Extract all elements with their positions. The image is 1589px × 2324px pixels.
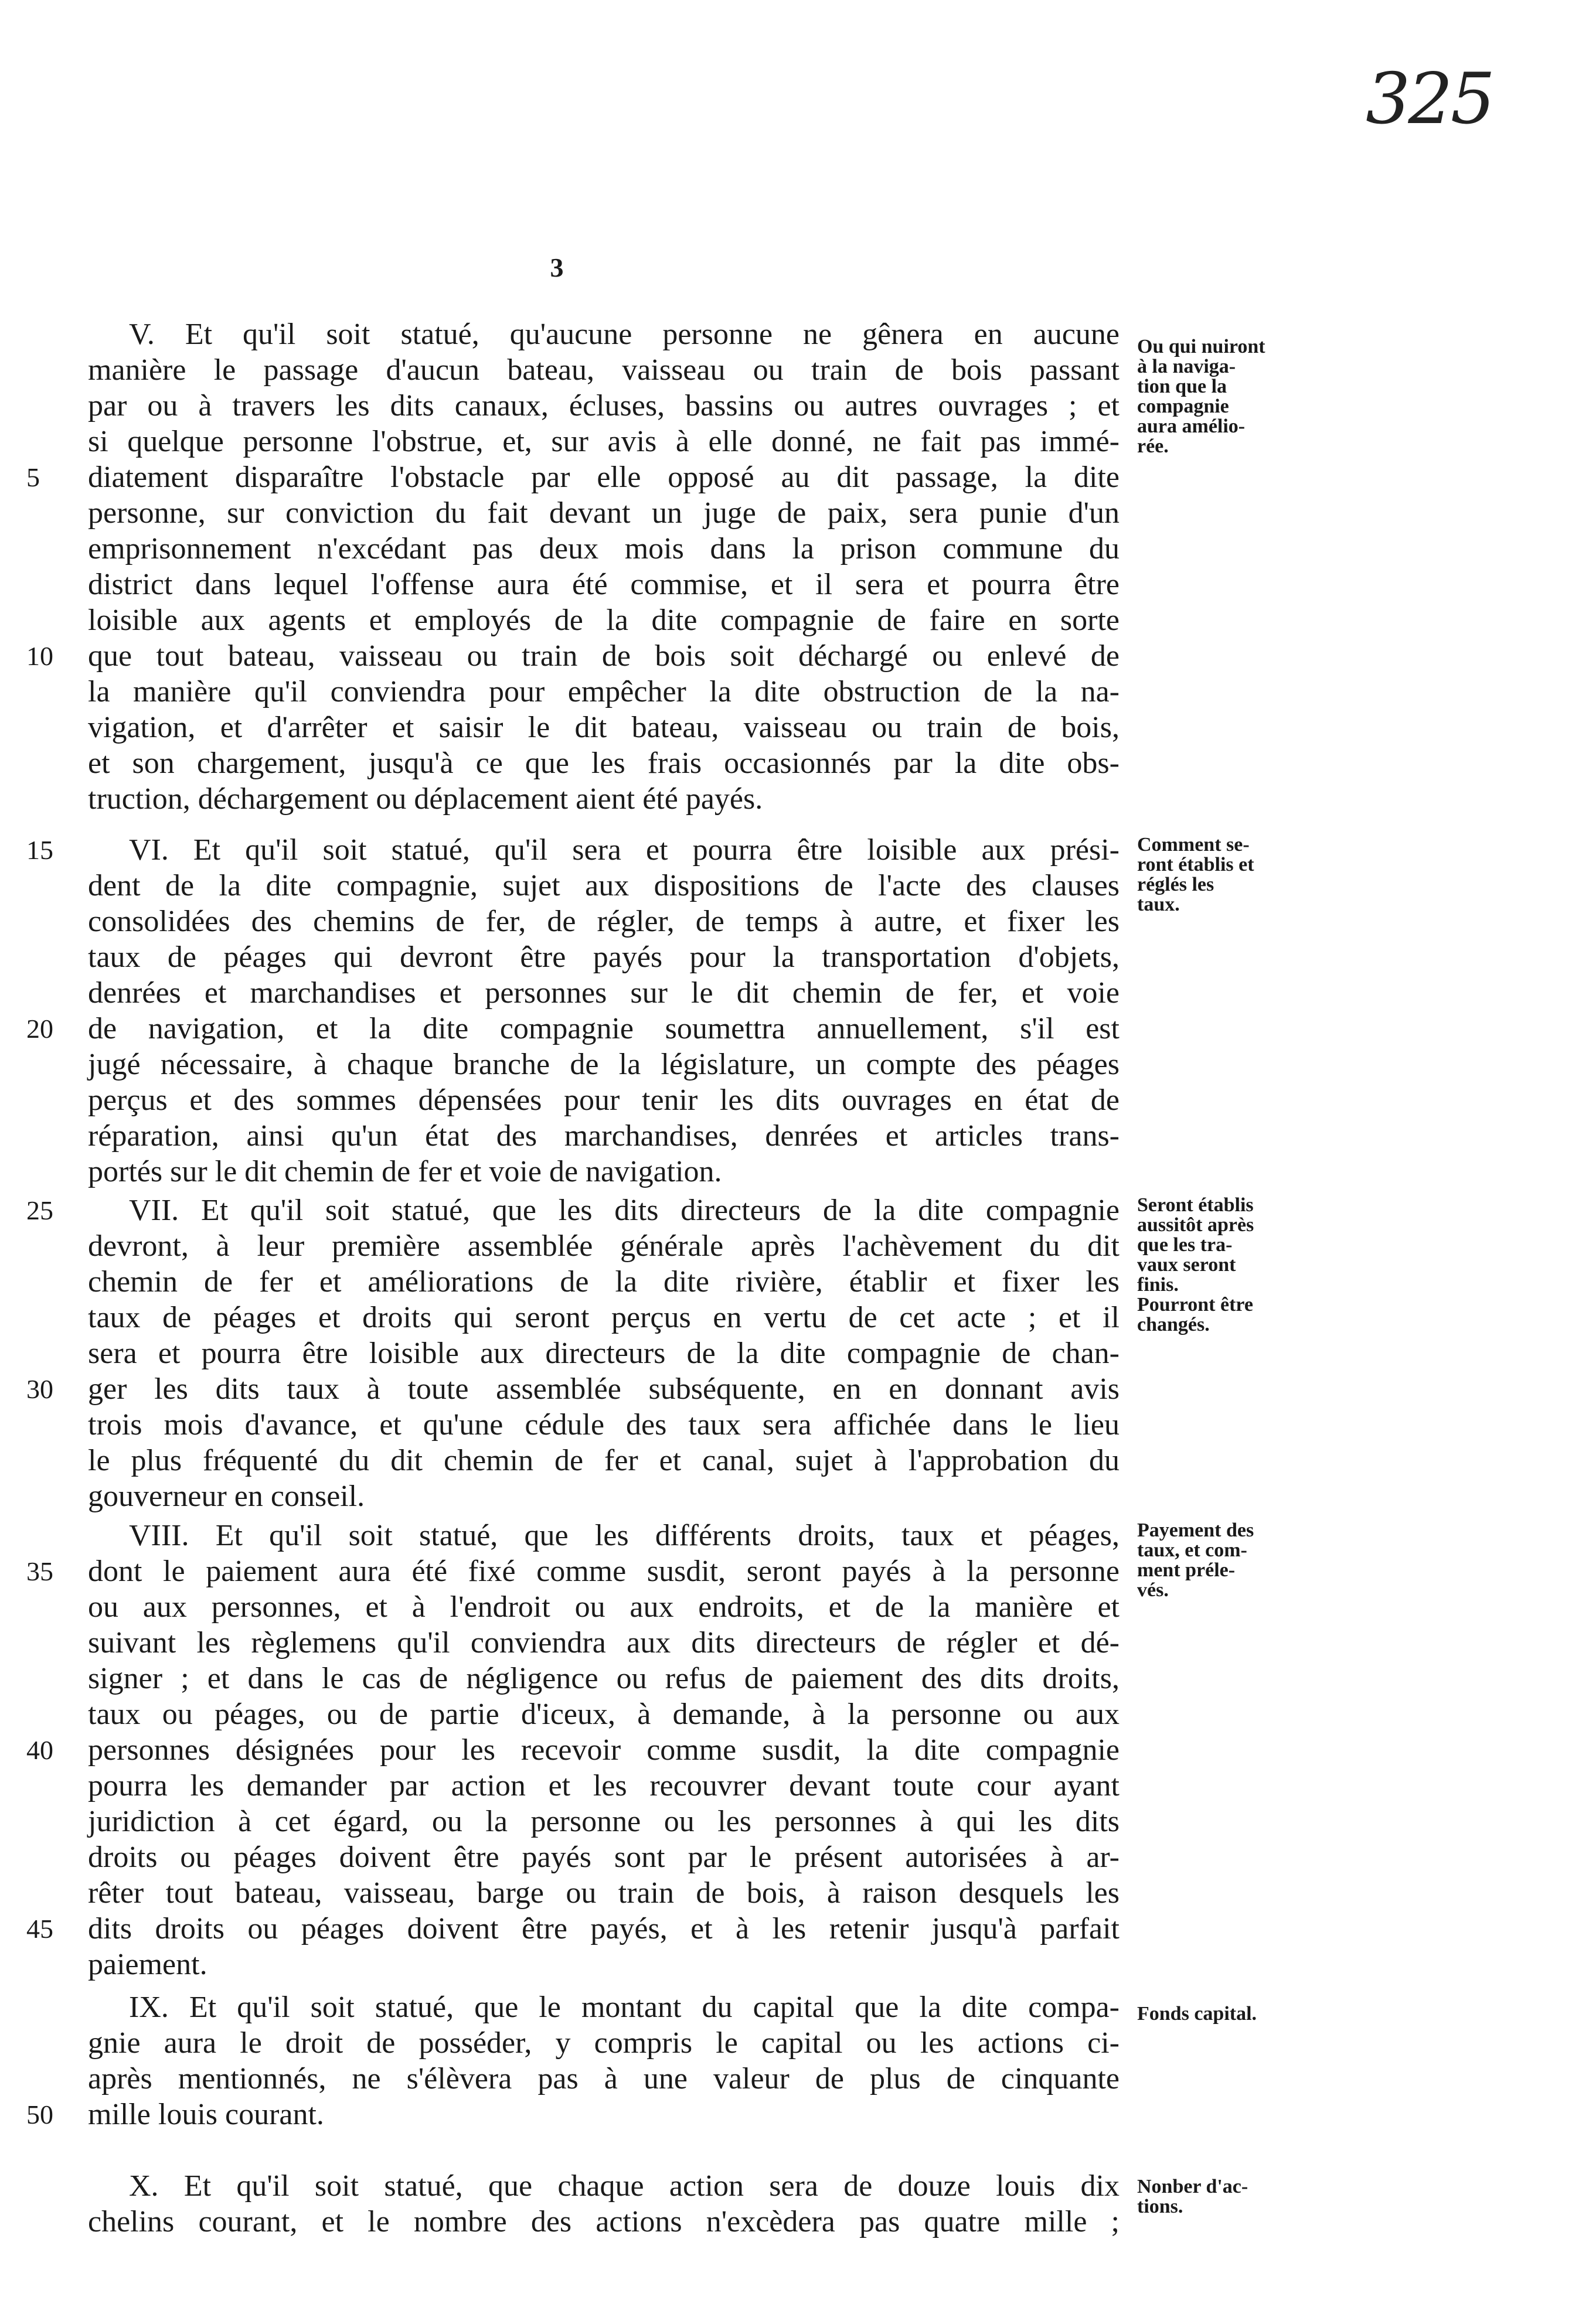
text-line: [26, 1732, 1120, 1768]
line-text: loisible aux agents et employés de la dite compagnie de faire en sorte: [88, 604, 1120, 637]
line-text: denrées et marchandises et personnes sur le dit chemin de fer, et voie: [88, 976, 1120, 1010]
line-text: perçus et des sommes dépensées pour tenir les dits ouvrages en état de: [88, 1083, 1120, 1117]
line-text: VII. Et qu'il soit statué, que les dits directeurs de la dite compagnie: [129, 1194, 1120, 1227]
line-text: personnes désignées pour les recevoir comme susdit, la dite compagnie: [88, 1733, 1120, 1767]
line-text: et son chargement, jusqu'à ce que les frais occasionnés par la dite obs-: [88, 747, 1120, 780]
line-text: rêter tout bateau, vaisseau, barge ou train de bois, à raison desquels les: [88, 1876, 1120, 1910]
article-section: [26, 832, 1120, 1190]
page-number: 3: [550, 253, 564, 282]
line-text: gnie aura le droit de posséder, y compris le capital ou les actions ci-: [88, 2026, 1120, 2060]
margin-note: [1137, 337, 1336, 456]
margin-note-line: rée.: [1137, 435, 1169, 457]
line-text: taux de péages qui devront être payés pour la transportation d'objets,: [88, 940, 1120, 974]
line-number: 5: [26, 462, 40, 492]
line-text: dits droits ou péages doivent être payés, et à les retenir jusqu'à parfait: [88, 1912, 1120, 1945]
text-line: [88, 1082, 1120, 1118]
text-line: [88, 2061, 1120, 2097]
text-line: [88, 567, 1120, 602]
text-line: [88, 316, 1120, 352]
text-line: [88, 1228, 1120, 1264]
line-number: 35: [26, 1556, 53, 1586]
margin-note: [1137, 2177, 1336, 2217]
line-text: sera et pourra être loisible aux directeurs de la dite compagnie de chan-: [88, 1337, 1120, 1370]
text-line: [88, 1443, 1120, 1478]
text-line: [88, 352, 1120, 388]
line-number: 20: [26, 1014, 53, 1044]
margin-note-line: taux.: [1137, 894, 1180, 915]
handwritten-page-number: 325: [1366, 59, 1493, 140]
text-line: [88, 1696, 1120, 1732]
line-text: ger les dits taux à toute assemblée subséquente, en en donnant avis: [88, 1372, 1120, 1406]
line-number: 30: [26, 1374, 53, 1404]
line-text: de navigation, et la dite compagnie soumettra annuellement, s'il est: [88, 1012, 1120, 1045]
text-line: [88, 904, 1120, 939]
line-text: V. Et qu'il soit statué, qu'aucune personne ne gênera en aucune: [129, 318, 1120, 351]
line-text: gouverneur en conseil.: [88, 1480, 365, 1513]
text-line: [26, 1911, 1120, 1947]
margin-note-line: à la naviga-: [1137, 356, 1236, 377]
line-text: truction, déchargement ou déplacement aient été payés.: [88, 782, 763, 816]
margin-note-line: tion que la: [1137, 376, 1227, 397]
line-text: district dans lequel l'offense aura été commise, et il sera et pourra être: [88, 568, 1120, 601]
line-number: 25: [26, 1195, 53, 1225]
text-line: [88, 1154, 1120, 1190]
text-line: [26, 459, 1120, 495]
text-line: [88, 1407, 1120, 1443]
text-line: [88, 1875, 1120, 1911]
line-text: emprisonnement n'excédant pas deux mois dans la prison commune du: [88, 532, 1120, 565]
margin-note-line: vés.: [1137, 1579, 1169, 1601]
text-line: [88, 531, 1120, 567]
article-section: [88, 2168, 1120, 2240]
article-section: [26, 1989, 1120, 2132]
margin-note-line: Ou qui nuiront: [1137, 336, 1265, 357]
margin-note-line: Comment se-: [1137, 834, 1250, 856]
text-line: [26, 638, 1120, 674]
text-line: [88, 1625, 1120, 1661]
margin-note-line: que les tra-: [1137, 1234, 1233, 1256]
line-text: jugé nécessaire, à chaque branche de la législature, un compte des péages: [88, 1048, 1120, 1081]
margin-note-line: taux, et com-: [1137, 1539, 1247, 1561]
line-text: IX. Et qu'il soit statué, que le montant du capital que la dite compa-: [129, 1991, 1120, 2024]
margin-note-line: Payement des: [1137, 1519, 1254, 1541]
line-number: 10: [26, 641, 53, 671]
margin-note-line: ront établis et: [1137, 854, 1254, 875]
line-text: VIII. Et qu'il soit statué, que les différents droits, taux et péages,: [129, 1519, 1120, 1552]
line-text: chemin de fer et améliorations de la dite rivière, établir et fixer les: [88, 1265, 1120, 1299]
margin-note-line: Seront établis: [1137, 1194, 1254, 1216]
text-line: [88, 602, 1120, 638]
margin-note-line: Nonber d'ac-: [1137, 2176, 1248, 2197]
text-line: [88, 781, 1120, 817]
text-line: [88, 1300, 1120, 1335]
line-number: 45: [26, 1914, 53, 1944]
text-line: [88, 1518, 1120, 1553]
article-section: [26, 316, 1120, 817]
text-line: [26, 1371, 1120, 1407]
text-line: [88, 2204, 1120, 2240]
margin-note-line: Pourront être: [1137, 1294, 1253, 1316]
margin-note: [1137, 835, 1336, 915]
margin-note-line: compagnie: [1137, 396, 1229, 417]
line-number: 40: [26, 1735, 53, 1765]
text-line: [88, 1118, 1120, 1154]
text-line: [88, 2025, 1120, 2061]
margin-note-line: aussitôt après: [1137, 1214, 1254, 1236]
article-section: [26, 1518, 1120, 1982]
margin-note-line: aura amélio-: [1137, 415, 1246, 437]
line-text: dont le paiement aura été fixé comme susdit, seront payés à la personne: [88, 1555, 1120, 1588]
text-line: [88, 1804, 1120, 1839]
line-number: 50: [26, 2100, 53, 2129]
text-line: [88, 939, 1120, 975]
line-text: taux de péages et droits qui seront perçus en vertu de cet acte ; et il: [88, 1301, 1120, 1334]
line-text: diatement disparaître l'obstacle par elle opposé au dit passage, la dite: [88, 461, 1120, 494]
text-line: [88, 1047, 1120, 1082]
line-text: portés sur le dit chemin de fer et voie de navigation.: [88, 1155, 722, 1188]
text-line: [88, 1989, 1120, 2025]
text-line: [26, 832, 1120, 868]
margin-note-line: ment préle-: [1137, 1559, 1236, 1581]
text-line: [88, 388, 1120, 424]
line-text: taux ou péages, ou de partie d'iceux, à demande, à la personne ou aux: [88, 1698, 1120, 1731]
margin-note-line: changés.: [1137, 1314, 1210, 1335]
line-text: signer ; et dans le cas de négligence ou refus de paiement des dits droits,: [88, 1662, 1120, 1695]
line-text: réparation, ainsi qu'un état des marchandises, denrées et articles trans-: [88, 1119, 1120, 1153]
text-line: [88, 1661, 1120, 1696]
text-line: [88, 868, 1120, 904]
text-line: [88, 1839, 1120, 1875]
line-text: que tout bateau, vaisseau ou train de bois soit déchargé ou enlevé de: [88, 639, 1120, 673]
line-text: la manière qu'il conviendra pour empêcher la dite obstruction de la na-: [88, 675, 1120, 708]
text-line: [88, 424, 1120, 459]
line-text: le plus fréquenté du dit chemin de fer et canal, sujet à l'approbation du: [88, 1444, 1120, 1477]
margin-note-line: finis.: [1137, 1274, 1179, 1296]
margin-note-line: tions.: [1137, 2196, 1183, 2217]
margin-note: [1137, 1521, 1336, 1600]
line-text: juridiction à cet égard, ou la personne ou les personnes à qui les dits: [88, 1805, 1120, 1838]
text-line: [88, 1478, 1120, 1514]
line-text: après mentionnés, ne s'élèvera pas à une valeur de plus de cinquante: [88, 2062, 1120, 2095]
line-text: ou aux personnes, et à l'endroit ou aux endroits, et de la manière et: [88, 1590, 1120, 1624]
line-text: trois mois d'avance, et qu'une cédule des taux sera affichée dans le lieu: [88, 1408, 1120, 1442]
text-line: [88, 975, 1120, 1011]
margin-note-line: vaux seront: [1137, 1254, 1236, 1276]
line-text: consolidées des chemins de fer, de régler, de temps à autre, et fixer les: [88, 905, 1120, 938]
line-text: vigation, et d'arrêter et saisir le dit bateau, vaisseau ou train de bois,: [88, 711, 1120, 744]
line-text: VI. Et qu'il soit statué, qu'il sera et pourra être loisible aux prési-: [129, 833, 1120, 867]
text-line: [26, 2097, 1120, 2132]
margin-note: [1137, 1195, 1336, 1335]
article-section: [26, 1192, 1120, 1514]
line-text: paiement.: [88, 1948, 207, 1981]
line-text: suivant les règlemens qu'il conviendra aux dits directeurs de régler et dé-: [88, 1626, 1120, 1659]
line-text: chelins courant, et le nombre des actions n'excèdera pas quatre mille ;: [88, 2205, 1120, 2238]
text-line: [88, 1768, 1120, 1804]
line-text: devront, à leur première assemblée générale après l'achèvement du dit: [88, 1229, 1120, 1263]
line-text: personne, sur conviction du fait devant un juge de paix, sera punie d'un: [88, 496, 1120, 530]
text-line: [88, 1335, 1120, 1371]
line-text: X. Et qu'il soit statué, que chaque action sera de douze louis dix: [129, 2169, 1120, 2203]
margin-note: [1137, 2004, 1336, 2024]
line-text: par ou à travers les dits canaux, écluses, bassins ou autres ouvrages ; et: [88, 389, 1120, 422]
text-line: [26, 1011, 1120, 1047]
line-number: 15: [26, 835, 53, 865]
text-line: [88, 1589, 1120, 1625]
line-text: si quelque personne l'obstrue, et, sur avis à elle donné, ne fait pas immé-: [88, 425, 1120, 458]
margin-note-line: Fonds capital.: [1137, 2003, 1257, 2025]
text-line: [26, 1192, 1120, 1228]
line-text: droits ou péages doivent être payés sont par le présent autorisées à ar-: [88, 1841, 1120, 1874]
line-text: manière le passage d'aucun bateau, vaisseau ou train de bois passant: [88, 353, 1120, 387]
margin-note-line: réglés les: [1137, 874, 1214, 895]
text-line: [88, 710, 1120, 745]
text-line: [88, 745, 1120, 781]
text-line: [88, 495, 1120, 531]
text-line: [88, 1264, 1120, 1300]
text-line: [88, 1947, 1120, 1982]
line-text: mille louis courant.: [88, 2098, 324, 2131]
text-line: [88, 674, 1120, 710]
text-line: [26, 1553, 1120, 1589]
text-line: [88, 2168, 1120, 2204]
line-text: pourra les demander par action et les recouvrer devant toute cour ayant: [88, 1769, 1120, 1802]
line-text: dent de la dite compagnie, sujet aux dispositions de l'acte des clauses: [88, 869, 1120, 902]
